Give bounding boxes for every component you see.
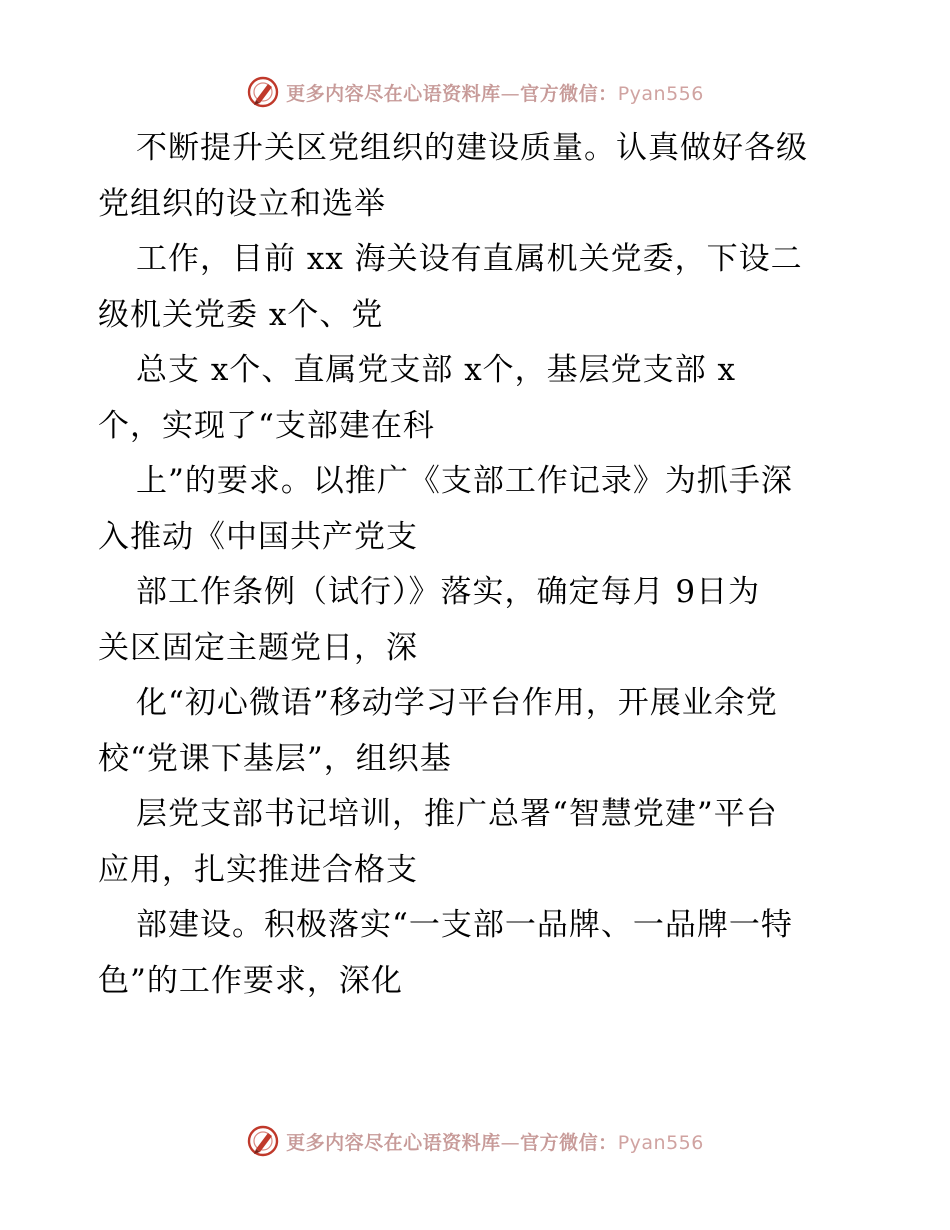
pen-circle-logo-icon [246,75,280,109]
footer-site-text: 更多内容尽在心语资料库 [286,1131,501,1154]
paragraph-line: 色”的工作要求，深化 [98,962,403,999]
header-wechat-label: 官方微信： [520,82,618,105]
header-wechat-id: Pyan556 [617,82,704,105]
paragraph-line: 部建设。积极落实“一支部一品牌、一品牌一特 [136,907,793,943]
paragraph-line: 不断提升关区党组织的建设质量。认真做好各级 [136,130,808,166]
paragraph-line: 工作，目前 xx 海关设有直属机关党委，下设二 [136,241,803,277]
paragraph-line: 应用，扎实推进合格支 [98,851,418,888]
header-separator: — [500,82,521,105]
paragraph-line: 化“初心微语”移动学习平台作用，开展业余党 [136,685,778,721]
paragraph-line: 关区固定主题党日，深 [98,629,418,666]
document-body [98,121,858,1009]
header-watermark [0,72,950,112]
paragraph-line: 级机关党委 x个、党 [98,296,384,333]
paragraph-line: 部工作条例（试行）》落实，确定每月 9日为 [136,574,761,610]
paragraph-line: 上”的要求。以推广《支部工作记录》为抓手深 [136,463,793,499]
paragraph-line: 总支 x个、直属党支部 x个，基层党支部 x [136,352,737,388]
footer-watermark [0,1121,950,1161]
paragraph-line: 个，实现了“支部建在科 [98,407,435,444]
paragraph-line: 入推动《中国共产党支 [98,518,418,555]
footer-wechat-label: 官方微信： [520,1131,618,1154]
paragraph-line: 校“党课下基层”，组织基 [98,740,452,777]
footer-wechat-id: Pyan556 [617,1131,704,1154]
footer-banner-text [286,1128,704,1155]
paragraph-line: 层党支部书记培训，推广总署“智慧党建”平台 [136,796,778,832]
header-banner-text [286,79,704,106]
footer-separator: — [500,1131,521,1154]
pen-circle-logo-icon [246,1124,280,1158]
header-site-text: 更多内容尽在心语资料库 [286,82,501,105]
paragraph-line: 党组织的设立和选举 [98,185,386,222]
